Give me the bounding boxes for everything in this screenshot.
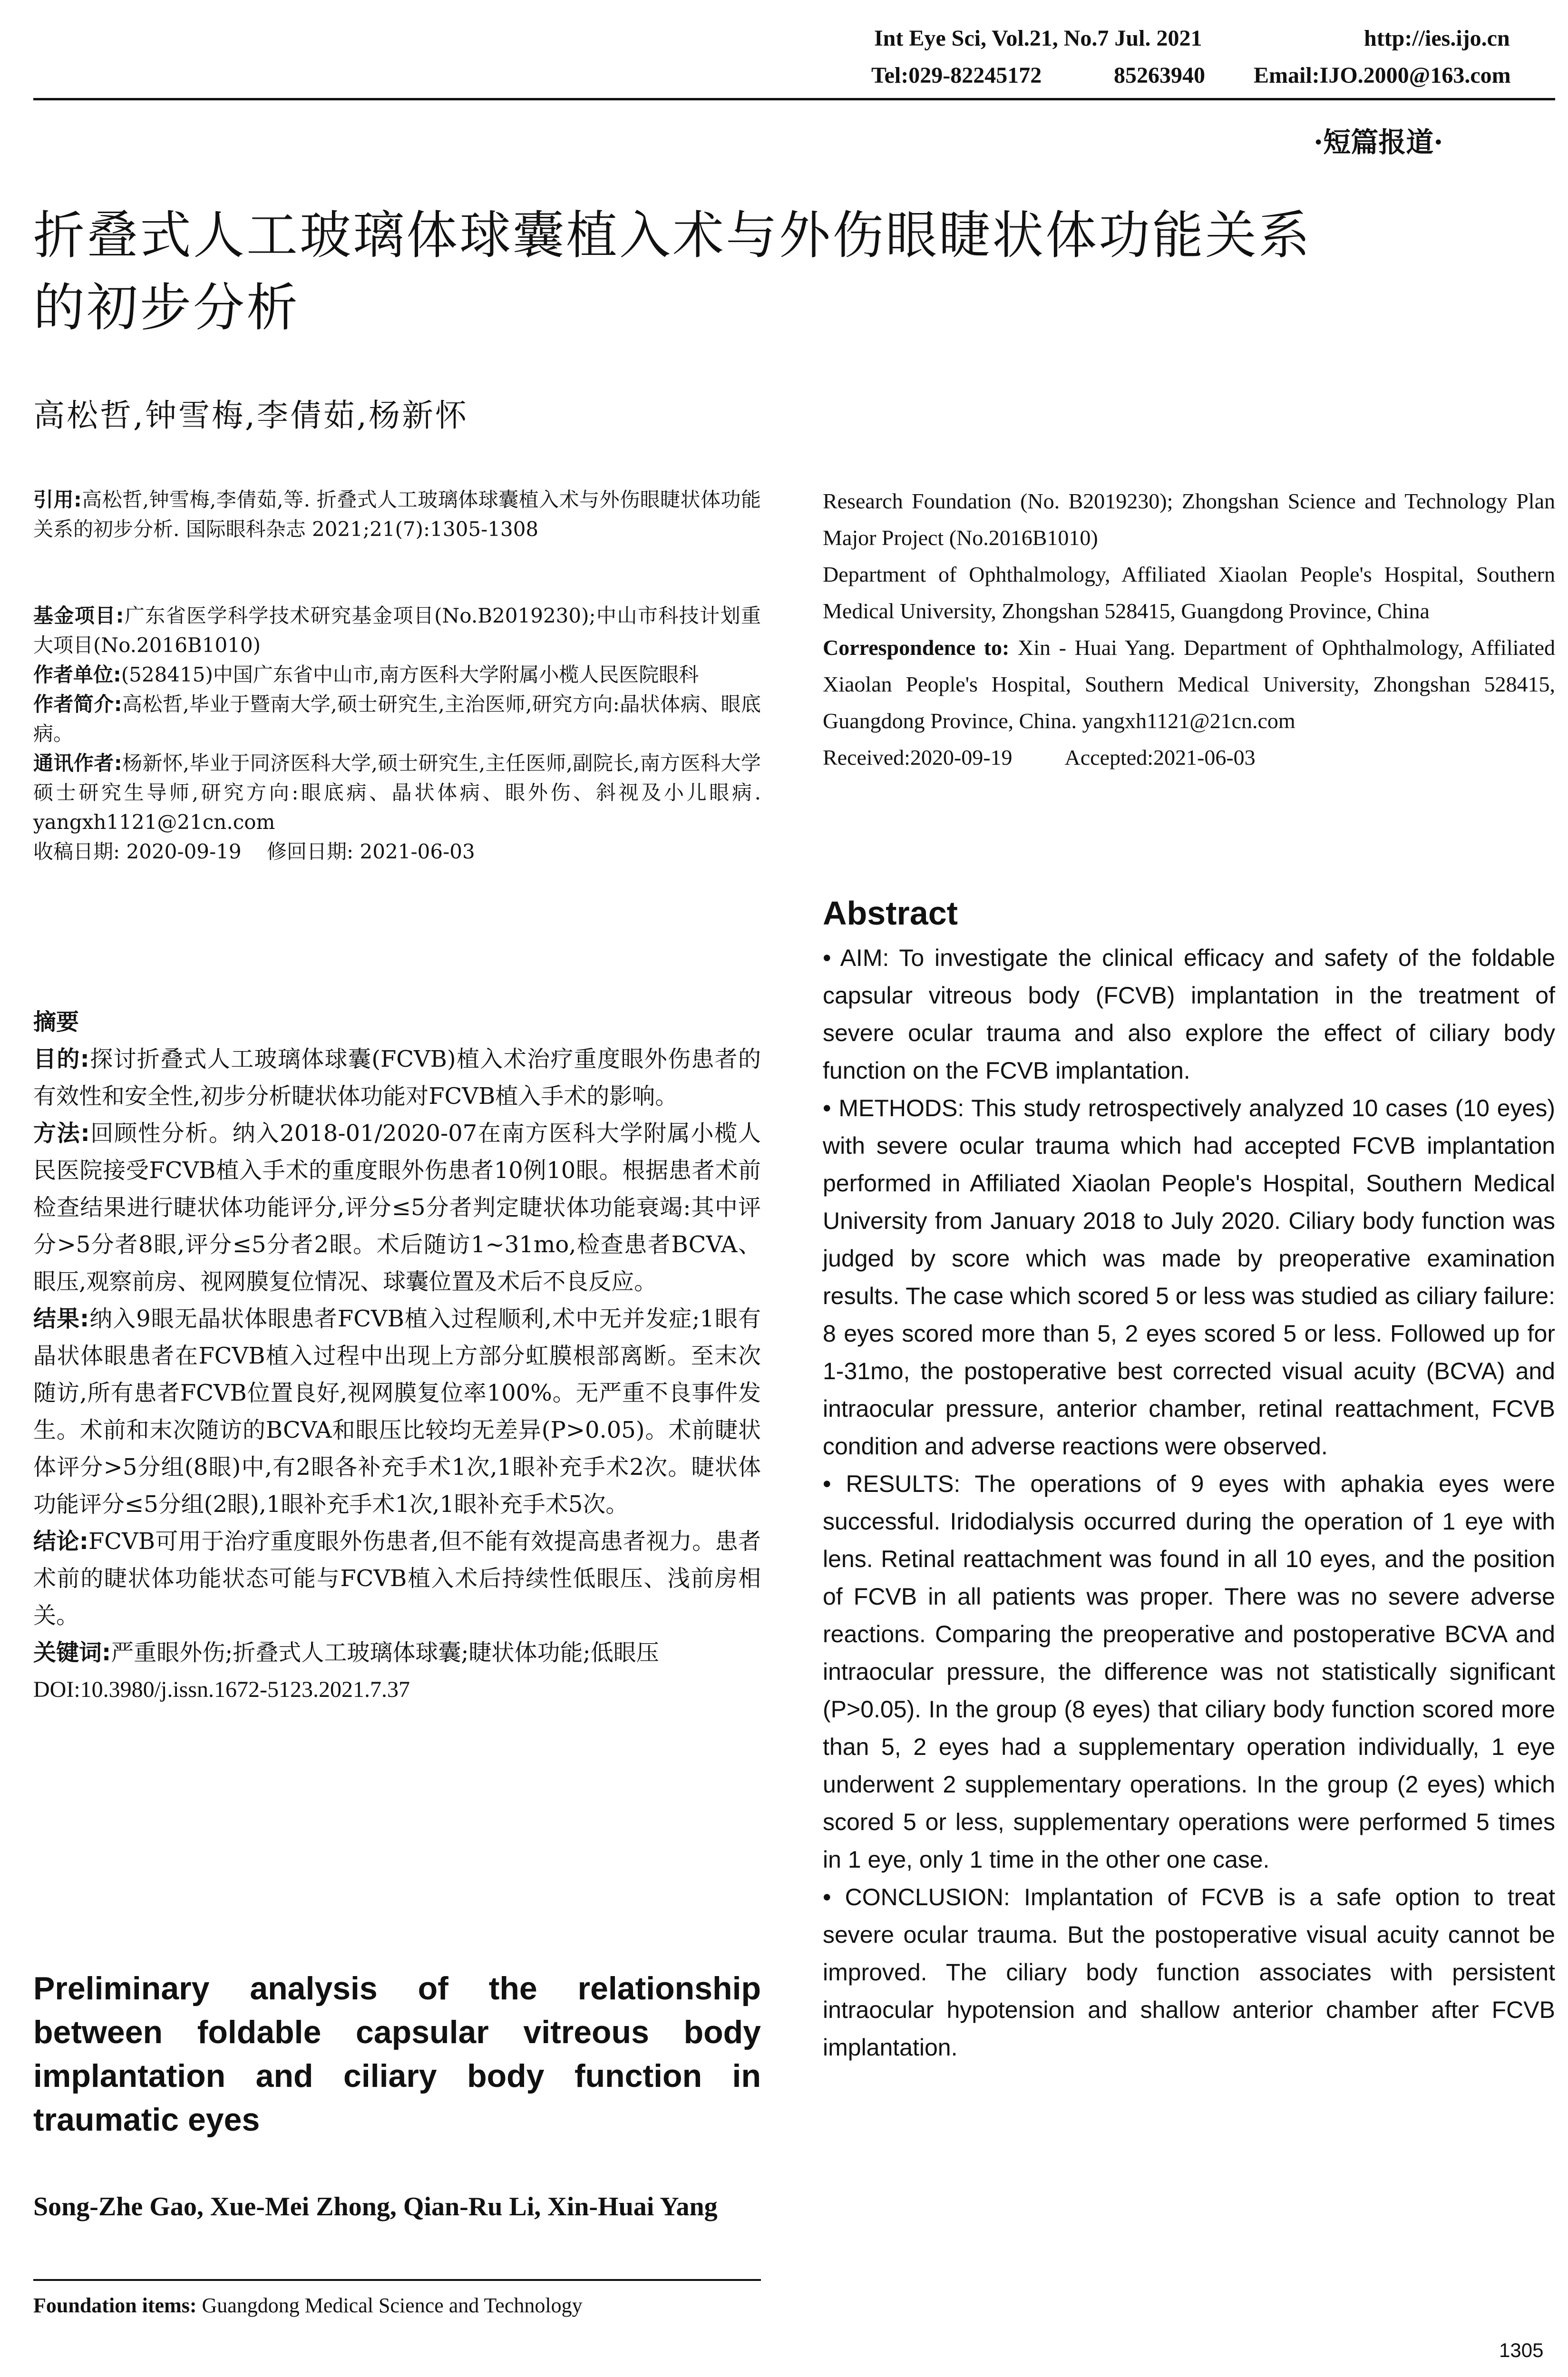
title-cn-line1: 折叠式人工玻璃体球囊植入术与外伤眼睫状体功能关系 xyxy=(33,206,1312,265)
corr-text-en: Xin - Huai Yang. Department of Ophthalmology, Affiliated Xiaolan People's Hospital, Southern Medical University, Zhongshan 528415, Guangdong Province, China. yangxh1121@21cn.com xyxy=(823,635,1555,733)
corr-en xyxy=(823,629,1555,739)
fund-text: 广东省医学科学技术研究基金项目(No.B2019230);中山市科技计划重大项目(No.2016B1010) xyxy=(33,604,761,657)
abstract-cn-heading-text: 摘要 xyxy=(33,1009,79,1035)
kw-label-cn: 关键词: xyxy=(33,1639,111,1666)
abstract-en-conclusion xyxy=(823,1879,1555,2066)
header-rule xyxy=(33,98,1555,100)
corr-label-en: Correspondence to: xyxy=(823,635,1010,660)
journal-tel2: 85263940 xyxy=(1114,63,1205,88)
abstract-cn-results xyxy=(33,1300,761,1523)
abstract-cn-conclusion xyxy=(33,1523,761,1634)
corr-label: 通讯作者: xyxy=(33,751,122,775)
fund-info xyxy=(33,601,761,660)
dates-en xyxy=(823,739,1555,776)
title-cn xyxy=(33,200,1565,344)
left-info-block xyxy=(33,485,761,867)
concl-text-en: Implantation of FCVB is a safe option to treat severe ocular trauma. But the postoperative visual acuity cannot be improved. The ciliary body function associates with persistent intraocular hypotension and shallow anterior chamber after FCVB implantation. xyxy=(823,1884,1555,2061)
kw-text-cn: 严重眼外伤;折叠式人工玻璃体球囊;睫状体功能;低眼压 xyxy=(111,1639,659,1666)
foundation-rule xyxy=(33,2279,761,2281)
english-title: Preliminary analysis of the relationship between foldable capsular vitreous body implantation and ciliary body function in traumatic eyes xyxy=(33,1970,761,2138)
abstract-en-heading: Abstract xyxy=(823,895,958,932)
aim-text-cn: 探讨折叠式人工玻璃体球囊(FCVB)植入术治疗重度眼外伤患者的有效性和安全性,初步分析睫状体功能对FCVB植入手术的影响。 xyxy=(33,1046,761,1110)
received-date: Received:2020-09-19 xyxy=(823,745,1013,770)
aim-label-cn: 目的: xyxy=(33,1046,89,1072)
methods-text-cn: 回顾性分析。纳入2018-01/2020-07在南方医科大学附属小榄人民医院接受FCVB植入手术的重度眼外伤患者10例10眼。根据患者术前检查结果进行睫状体功能评分,评分≤5分者判定睫状体功能衰竭:其中评分>5分者8眼,评分≤5分者2眼。术后随访1~31mo,检查患者BCVA、眼压,观察前房、视网膜复位情况、球囊位置及术后不良反应。 xyxy=(33,1120,761,1295)
concl-text-cn: FCVB可用于治疗重度眼外伤患者,但不能有效提高患者视力。患者术前的睫状体功能状态可能与FCVB植入术后持续性低眼压、浅前房相关。 xyxy=(33,1528,761,1629)
abstract-en-methods xyxy=(823,1090,1555,1465)
concl-label-en: • CONCLUSION: xyxy=(823,1884,1010,1910)
results-text-cn: 纳入9眼无晶状体眼患者FCVB植入过程顺利,术中无并发症;1眼有晶状体眼患者在FCVB植入过程中出现上方部分虹膜根部离断。至末次随访,所有患者FCVB位置良好,视网膜复位率100%。无严重不良事件发生。术前和末次随访的BCVA和眼压比较均无差异(P>0.05)。术前睫状体评分>5分组(8眼)中,有2眼各补充手术1次,1眼补充手术2次。睫状体功能评分≤5分组(2眼),1眼补充手术1次,1眼补充手术5次。 xyxy=(33,1305,761,1518)
bio-info xyxy=(33,690,761,749)
abstract-cn xyxy=(33,1003,761,1708)
abstract-cn-heading xyxy=(33,1003,761,1041)
citation-label: 引用: xyxy=(33,488,82,511)
abstract-cn-keywords xyxy=(33,1634,761,1671)
foundation-left xyxy=(33,2291,761,2320)
authors-cn: 高松哲,钟雪梅,李倩茹,杨新怀 xyxy=(33,397,468,434)
journal-email[interactable]: Email:IJO.2000@163.com xyxy=(1254,63,1511,88)
abstract-cn-aim xyxy=(33,1041,761,1115)
aim-text-en: To investigate the clinical efficacy and safety of the foldable capsular vitreous body (FCVB) implantation in the treatment of severe ocular trauma and also explore the effect of ciliary body function on the FCVB implantation. xyxy=(823,945,1556,1084)
citation-text: 高松哲,钟雪梅,李倩茹,等. 折叠式人工玻璃体球囊植入术与外伤眼睫状体功能关系的初步分析. 国际眼科杂志 2021;21(7):1305-1308 xyxy=(33,488,761,541)
abstract-cn-methods xyxy=(33,1115,761,1300)
section-label: ·短篇报道· xyxy=(1314,126,1443,158)
abstract-en-aim xyxy=(823,939,1555,1090)
doi[interactable]: DOI:10.3980/j.issn.1672-5123.2021.7.37 xyxy=(33,1677,410,1702)
unit-label: 作者单位: xyxy=(33,663,121,686)
accepted-date: Accepted:2021-06-03 xyxy=(1064,745,1256,770)
aim-label-en: • AIM: xyxy=(823,945,889,971)
methods-label-cn: 方法: xyxy=(33,1120,90,1147)
page-number: 1305 xyxy=(1499,2339,1544,2361)
results-label-en: • RESULTS: xyxy=(823,1471,961,1497)
bio-label: 作者简介: xyxy=(33,692,122,716)
journal-tel: Tel:029-82245172 xyxy=(871,63,1042,88)
foundation-right-text: Research Foundation (No. B2019230); Zhongshan Science and Technology Plan Major Project (No.2016B1010) xyxy=(823,489,1555,550)
methods-label-en: • METHODS: xyxy=(823,1095,964,1121)
concl-label-cn: 结论: xyxy=(33,1528,88,1555)
journal-info: Int Eye Sci, Vol.21, No.7 Jul. 2021 xyxy=(874,26,1202,51)
english-authors: Song-Zhe Gao, Xue-Mei Zhong, Qian-Ru Li, Xin-Huai Yang xyxy=(33,2192,718,2221)
abstract-en-results xyxy=(823,1465,1555,1879)
results-label-cn: 结果: xyxy=(33,1305,89,1332)
corr-info xyxy=(33,749,761,837)
title-cn-line2: 的初步分析 xyxy=(33,278,300,338)
citation xyxy=(33,485,761,544)
journal-url[interactable]: http://ies.ijo.cn xyxy=(1364,26,1510,51)
right-info-block xyxy=(823,483,1555,776)
corr-text: 杨新怀,毕业于同济医科大学,硕士研究生,主任医师,副院长,南方医科大学硕士研究生导师,研究方向:眼底病、晶状体病、眼外伤、斜视及小儿眼病. yangxh1121@21cn.com xyxy=(33,751,761,834)
results-text-en: The operations of 9 eyes with aphakia eyes were successful. Iridodialysis occurred during the operation of 1 eye with lens. Retinal reattachment was found in all 10 eyes, and the position of FCVB in all patients was proper. There was no severe adverse reactions. Comparing the preoperative and postoperative BCVA and intraocular pressure, the difference was not statistically significant (P>0.05). In the group (8 eyes) that ciliary body function scored more than 5, 2 eyes had a supplementary operation individually, 1 eye underwent 2 supplementary operations. In the group (2 eyes) which scored 5 or less, supplementary operations were performed 5 times in 1 eye, only 1 time in the other one case. xyxy=(823,1471,1555,1873)
fund-label: 基金项目: xyxy=(33,604,124,627)
dept-en: Department of Ophthalmology, Affiliated Xiaolan People's Hospital, Southern Medical University, Zhongshan 528415, Guangdong Province, China xyxy=(823,562,1555,623)
dates-cn: 收稿日期: 2020-09-19 修回日期: 2021-06-03 xyxy=(33,840,475,863)
unit-text: (528415)中国广东省中山市,南方医科大学附属小榄人民医院眼科 xyxy=(121,663,699,686)
unit-info xyxy=(33,660,761,690)
methods-text-en: This study retrospectively analyzed 10 cases (10 eyes) with severe ocular trauma which had accepted FCVB implantation performed in Affiliated Xiaolan People's Hospital, Southern Medical University from January 2018 to July 2020. Ciliary body function was judged by score which was made by preoperative examination results. The case which scored 5 or less was studied as ciliary failure: 8 eyes scored more than 5, 2 eyes scored 5 or less. Followed up for 1-31mo, the postoperative best corrected visual acuity (BCVA) and intraocular pressure, anterior chamber, retinal reattachment, FCVB condition and adverse reactions were observed. xyxy=(823,1095,1555,1460)
abstract-en xyxy=(823,939,1555,2066)
foundation-label: Foundation items: xyxy=(33,2294,197,2317)
foundation-left-text: Guangdong Medical Science and Technology xyxy=(202,2294,583,2317)
bio-text: 高松哲,毕业于暨南大学,硕士研究生,主治医师,研究方向:晶状体病、眼底病。 xyxy=(33,692,761,745)
